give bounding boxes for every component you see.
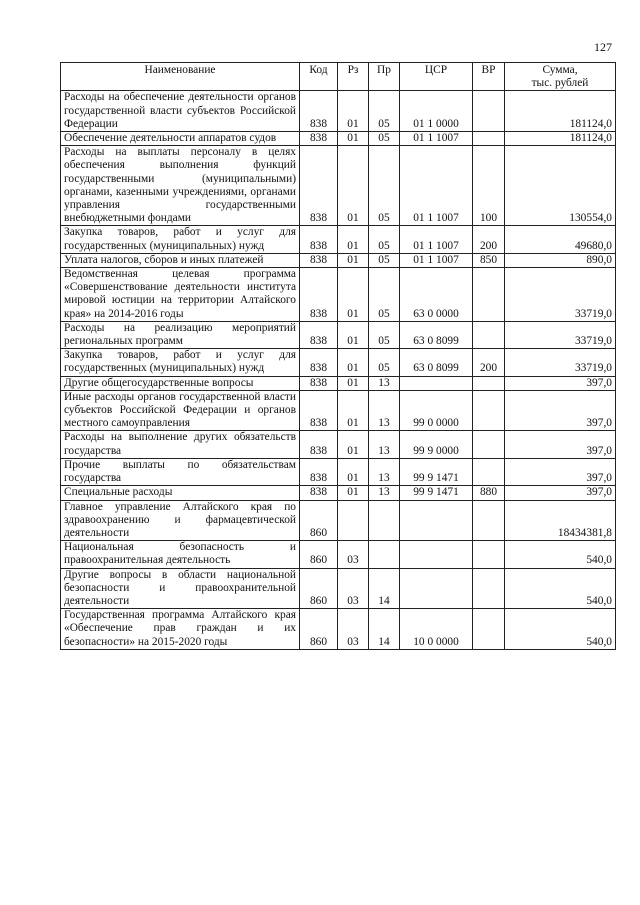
cell-rz: 03 bbox=[338, 541, 369, 568]
cell-vr bbox=[473, 458, 505, 485]
cell-rz: 01 bbox=[338, 253, 369, 267]
cell-name: Другие общегосударственные вопросы bbox=[61, 376, 300, 390]
cell-csr: 01 1 1007 bbox=[400, 253, 473, 267]
header-csr: ЦСР bbox=[400, 63, 473, 91]
table-row bbox=[61, 609, 616, 650]
cell-vr bbox=[473, 541, 505, 568]
cell-rz: 03 bbox=[338, 609, 369, 650]
table-header bbox=[61, 63, 616, 91]
cell-sum: 540,0 bbox=[505, 568, 616, 609]
cell-rz: 01 bbox=[338, 132, 369, 146]
cell-vr bbox=[473, 376, 505, 390]
cell-vr bbox=[473, 91, 505, 132]
table-row bbox=[61, 500, 616, 541]
header-rz: Рз bbox=[338, 63, 369, 91]
cell-pr: 05 bbox=[369, 226, 400, 253]
header-pr: Пр bbox=[369, 63, 400, 91]
table-row bbox=[61, 376, 616, 390]
cell-vr bbox=[473, 268, 505, 322]
cell-pr: 13 bbox=[369, 486, 400, 500]
page-number: 127 bbox=[594, 40, 612, 54]
cell-name: Иные расходы органов государственной власти субъектов Российской Федерации и органов местного самоуправления bbox=[61, 390, 300, 431]
cell-pr: 05 bbox=[369, 349, 400, 376]
header-kod: Код bbox=[300, 63, 338, 91]
cell-rz: 03 bbox=[338, 568, 369, 609]
table-body bbox=[61, 91, 616, 649]
cell-kod: 838 bbox=[300, 458, 338, 485]
cell-csr: 99 9 0000 bbox=[400, 431, 473, 458]
cell-kod: 860 bbox=[300, 541, 338, 568]
cell-sum: 397,0 bbox=[505, 486, 616, 500]
header-vr: ВР bbox=[473, 63, 505, 91]
cell-kod: 860 bbox=[300, 500, 338, 541]
cell-kod: 838 bbox=[300, 486, 338, 500]
table-row bbox=[61, 132, 616, 146]
cell-csr: 01 1 0000 bbox=[400, 91, 473, 132]
cell-csr: 01 1 1007 bbox=[400, 132, 473, 146]
cell-pr bbox=[369, 541, 400, 568]
cell-sum: 397,0 bbox=[505, 376, 616, 390]
table-row bbox=[61, 91, 616, 132]
cell-kod: 838 bbox=[300, 268, 338, 322]
cell-csr: 99 9 1471 bbox=[400, 458, 473, 485]
cell-pr: 05 bbox=[369, 253, 400, 267]
table-row bbox=[61, 486, 616, 500]
cell-name: Ведомственная целевая программа «Совершенствование деятельности института мировой юстиции на территории Алтайского края» на 2014-2016 годы bbox=[61, 268, 300, 322]
cell-pr: 13 bbox=[369, 431, 400, 458]
cell-vr: 850 bbox=[473, 253, 505, 267]
cell-pr: 13 bbox=[369, 458, 400, 485]
cell-sum: 33719,0 bbox=[505, 268, 616, 322]
table-row bbox=[61, 349, 616, 376]
cell-name: Национальная безопасность и правоохранительная деятельность bbox=[61, 541, 300, 568]
cell-name: Уплата налогов, сборов и иных платежей bbox=[61, 253, 300, 267]
cell-vr bbox=[473, 321, 505, 348]
cell-name: Расходы на обеспечение деятельности органов государственной власти субъектов Российской Федерации bbox=[61, 91, 300, 132]
cell-rz: 01 bbox=[338, 146, 369, 226]
cell-name: Закупка товаров, работ и услуг для государственных (муниципальных) нужд bbox=[61, 349, 300, 376]
cell-csr: 63 0 8099 bbox=[400, 349, 473, 376]
cell-sum: 397,0 bbox=[505, 431, 616, 458]
cell-csr: 10 0 0000 bbox=[400, 609, 473, 650]
cell-vr: 200 bbox=[473, 226, 505, 253]
cell-rz: 01 bbox=[338, 376, 369, 390]
cell-vr bbox=[473, 132, 505, 146]
cell-csr: 99 0 0000 bbox=[400, 390, 473, 431]
header-name: Наименование bbox=[61, 63, 300, 91]
table-row bbox=[61, 321, 616, 348]
cell-name: Главное управление Алтайского края по здравоохранению и фармацевтической деятельности bbox=[61, 500, 300, 541]
cell-rz bbox=[338, 500, 369, 541]
table-row bbox=[61, 253, 616, 267]
cell-csr: 63 0 0000 bbox=[400, 268, 473, 322]
cell-pr: 05 bbox=[369, 91, 400, 132]
cell-pr: 05 bbox=[369, 268, 400, 322]
table-row bbox=[61, 568, 616, 609]
cell-kod: 838 bbox=[300, 390, 338, 431]
cell-rz: 01 bbox=[338, 390, 369, 431]
cell-sum: 181124,0 bbox=[505, 91, 616, 132]
cell-name: Расходы на реализацию мероприятий региональных программ bbox=[61, 321, 300, 348]
cell-sum: 540,0 bbox=[505, 541, 616, 568]
cell-sum: 49680,0 bbox=[505, 226, 616, 253]
cell-name: Прочие выплаты по обязательствам государства bbox=[61, 458, 300, 485]
cell-kod: 860 bbox=[300, 609, 338, 650]
cell-kod: 838 bbox=[300, 132, 338, 146]
cell-name: Закупка товаров, работ и услуг для государственных (муниципальных) нужд bbox=[61, 226, 300, 253]
cell-pr: 14 bbox=[369, 568, 400, 609]
cell-csr bbox=[400, 541, 473, 568]
cell-rz: 01 bbox=[338, 486, 369, 500]
cell-pr: 05 bbox=[369, 132, 400, 146]
table-row bbox=[61, 431, 616, 458]
cell-sum: 397,0 bbox=[505, 390, 616, 431]
header-row bbox=[61, 63, 616, 91]
cell-csr: 01 1 1007 bbox=[400, 146, 473, 226]
header-sum-text: Сумма, тыс. рублей bbox=[531, 64, 589, 90]
cell-kod: 838 bbox=[300, 431, 338, 458]
table-row bbox=[61, 390, 616, 431]
cell-pr: 13 bbox=[369, 376, 400, 390]
table-row bbox=[61, 458, 616, 485]
cell-rz: 01 bbox=[338, 226, 369, 253]
header-sum bbox=[505, 63, 616, 91]
table-row bbox=[61, 268, 616, 322]
cell-name: Специальные расходы bbox=[61, 486, 300, 500]
cell-name: Государственная программа Алтайского края «Обеспечение прав граждан и их безопасности» на 2015-2020 годы bbox=[61, 609, 300, 650]
cell-name: Расходы на выполнение других обязательств государства bbox=[61, 431, 300, 458]
cell-rz: 01 bbox=[338, 321, 369, 348]
cell-name: Расходы на выплаты персоналу в целях обеспечения выполнения функций государственными (муниципальными) органами, казенными учреждениями, органами управления государственными внебюджетными фондами bbox=[61, 146, 300, 226]
cell-csr bbox=[400, 500, 473, 541]
cell-pr bbox=[369, 500, 400, 541]
cell-pr: 05 bbox=[369, 146, 400, 226]
cell-csr bbox=[400, 376, 473, 390]
cell-kod: 838 bbox=[300, 91, 338, 132]
cell-vr bbox=[473, 609, 505, 650]
cell-sum: 890,0 bbox=[505, 253, 616, 267]
cell-sum: 540,0 bbox=[505, 609, 616, 650]
cell-vr: 100 bbox=[473, 146, 505, 226]
cell-kod: 838 bbox=[300, 321, 338, 348]
cell-vr: 200 bbox=[473, 349, 505, 376]
cell-kod: 838 bbox=[300, 253, 338, 267]
cell-pr: 05 bbox=[369, 321, 400, 348]
cell-kod: 838 bbox=[300, 376, 338, 390]
cell-vr bbox=[473, 431, 505, 458]
cell-rz: 01 bbox=[338, 349, 369, 376]
table-row bbox=[61, 541, 616, 568]
table-row bbox=[61, 226, 616, 253]
cell-vr: 880 bbox=[473, 486, 505, 500]
budget-table bbox=[60, 62, 616, 650]
cell-kod: 838 bbox=[300, 226, 338, 253]
cell-csr: 99 9 1471 bbox=[400, 486, 473, 500]
cell-sum: 130554,0 bbox=[505, 146, 616, 226]
cell-sum: 18434381,8 bbox=[505, 500, 616, 541]
cell-pr: 14 bbox=[369, 609, 400, 650]
cell-sum: 33719,0 bbox=[505, 321, 616, 348]
cell-sum: 397,0 bbox=[505, 458, 616, 485]
cell-rz: 01 bbox=[338, 458, 369, 485]
cell-sum: 181124,0 bbox=[505, 132, 616, 146]
cell-vr bbox=[473, 568, 505, 609]
cell-vr bbox=[473, 390, 505, 431]
table-row bbox=[61, 146, 616, 226]
cell-vr bbox=[473, 500, 505, 541]
cell-sum: 33719,0 bbox=[505, 349, 616, 376]
cell-kod: 860 bbox=[300, 568, 338, 609]
cell-rz: 01 bbox=[338, 431, 369, 458]
cell-name: Обеспечение деятельности аппаратов судов bbox=[61, 132, 300, 146]
cell-rz: 01 bbox=[338, 268, 369, 322]
cell-kod: 838 bbox=[300, 349, 338, 376]
cell-pr: 13 bbox=[369, 390, 400, 431]
cell-csr bbox=[400, 568, 473, 609]
cell-name: Другие вопросы в области национальной безопасности и правоохранительной деятельности bbox=[61, 568, 300, 609]
cell-kod: 838 bbox=[300, 146, 338, 226]
cell-csr: 01 1 1007 bbox=[400, 226, 473, 253]
cell-csr: 63 0 8099 bbox=[400, 321, 473, 348]
cell-rz: 01 bbox=[338, 91, 369, 132]
